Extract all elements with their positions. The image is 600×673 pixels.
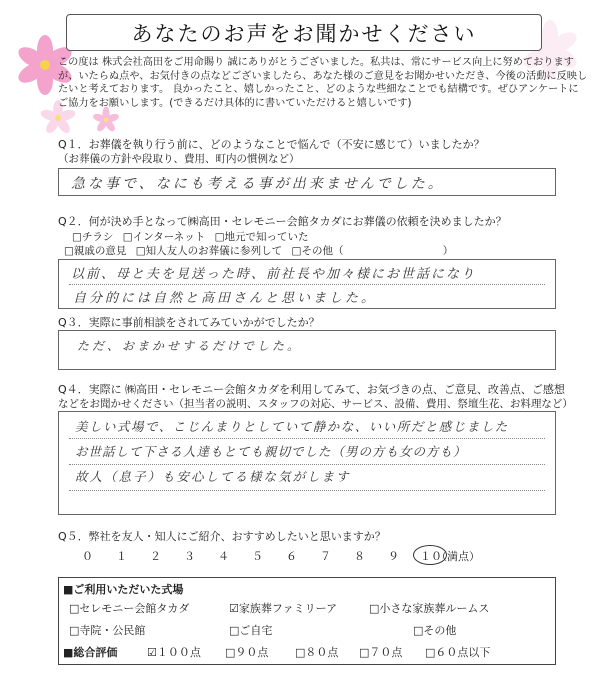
answer-4-line-2: お世話して下さる人達もとても親切でした（男の方も女の方も）: [75, 444, 467, 459]
answer-4-line-3: 故人（息子）も安心してる様な気がします: [75, 469, 351, 484]
page-title: あなたのお声をお聞かせください: [66, 14, 542, 51]
option-other-close: ）: [442, 245, 454, 257]
question-2-options-row-2: [64, 244, 459, 258]
venue-rating-box: [58, 577, 556, 665]
rating-option-60-below[interactable]: □６０点以下: [425, 646, 491, 659]
answer-2-line-2: 自分的には自然と高田さんと思いました。: [73, 291, 378, 306]
recommend-scale: [80, 546, 480, 566]
flower-decoration-tiny: [98, 112, 114, 128]
scale-9[interactable]: ９: [388, 550, 399, 563]
scale-8[interactable]: ８: [354, 550, 365, 563]
question-2: [58, 215, 588, 229]
answer-box-2[interactable]: [58, 259, 556, 309]
venue-heading: ■ご利用いただいた式場: [63, 583, 184, 596]
scale-0[interactable]: ０: [82, 550, 93, 563]
question-1: [58, 138, 588, 166]
answer-box-1[interactable]: [58, 168, 556, 196]
question-4: [58, 383, 598, 411]
option-other[interactable]: □その他（: [291, 245, 344, 257]
scale-suffix: （満点）: [436, 550, 480, 563]
scale-3[interactable]: ３: [184, 550, 195, 563]
rating-option-100[interactable]: ☑１００点: [147, 646, 201, 659]
scale-6[interactable]: ６: [286, 550, 297, 563]
question-1-text: Q１．お葬儀を執り行う前に、どのようなことで悩んで（不安に感じて）いましたか？: [58, 138, 485, 151]
scale-4[interactable]: ４: [218, 550, 229, 563]
rating-option-70[interactable]: □７０点: [359, 646, 403, 659]
option-relatives[interactable]: □親戚の意見: [64, 245, 127, 257]
scale-10[interactable]: １０: [420, 550, 442, 563]
venue-option-temple[interactable]: □寺院・公民館: [69, 624, 146, 637]
answer-4-line-1: 美しい式場で、こじんまりとしていて静かな、いい所だと感じました: [75, 419, 509, 434]
venue-option-family-hall[interactable]: ☑家族葬ファミリーア: [229, 602, 338, 615]
question-3: [58, 316, 588, 330]
question-2-text: Q２．何が決め手となって㈱高田・セレモニー会館タカダにお葬儀の依頼を決めましたか？: [58, 215, 507, 228]
option-flyer[interactable]: □チラシ: [72, 231, 114, 243]
rating-option-90[interactable]: □９０点: [225, 646, 269, 659]
answer-2-line-1: 以前、母と夫を見送った時、前社長や加々様にお世話になり: [71, 267, 477, 282]
answer-3-text: ただ、おまかせするだけでした。: [77, 339, 303, 353]
option-local[interactable]: □地元で知っていた: [214, 231, 309, 243]
scale-1[interactable]: １: [116, 550, 127, 563]
answer-1-text: 急な事で、なにも考える事が出来ませんでした。: [71, 176, 445, 192]
venue-option-home[interactable]: □ご自宅: [229, 624, 273, 637]
venue-option-other[interactable]: □その他: [413, 624, 457, 637]
selected-score-circle: [413, 545, 447, 565]
rating-heading: ■総合評価: [63, 646, 118, 659]
scale-7[interactable]: ７: [320, 550, 331, 563]
question-2-options-row-1: [72, 230, 315, 244]
rating-option-80[interactable]: □８０点: [295, 646, 339, 659]
answer-box-3[interactable]: [58, 330, 556, 370]
option-attended[interactable]: □知人友人のお葬儀に参列して: [135, 245, 283, 257]
question-5: [58, 530, 588, 544]
answer-box-4[interactable]: [58, 411, 556, 515]
venue-option-ceremony-hall[interactable]: □セレモニー会館タカダ: [69, 602, 190, 615]
question-4-text: Q４．実際に ㈱高田・セレモニー会館タカダを利用してみて、お気づきの点、ご意見、改善点、ご感想: [58, 383, 565, 396]
question-3-text: Q３．実際に事前相談をされてみていかがでしたか？: [58, 316, 320, 329]
option-internet[interactable]: □インターネット: [122, 231, 206, 243]
intro-text: この度は 株式会社高田をご用命賜り 誠にありがとうございました。私共は、常にサービス向上に努めておりますが、いたらぬ点や、お気付きの点などございましたら、あなた様のご意見をお聞かせいただき、今後の活動に反映したいと考えております。 良かったこと、嬉しかったこと、どのような些細なことでも結構です。ぜひアンケートにご協力をお願いします。(できるだけ具体的に書いていただけると嬉しいです): [58, 57, 588, 109]
question-5-text: Q５．弊社を友人・知人にご紹介、おすすめしたいと思いますか？: [58, 530, 386, 543]
question-4-sub: などをお聞かせください（担当者の説明、スタッフの対応、サービス、設備、費用、祭壇生花、お料理など）: [58, 398, 573, 410]
scale-2[interactable]: ２: [150, 550, 161, 563]
scale-5[interactable]: ５: [252, 550, 263, 563]
question-1-sub: （お葬儀の方針や段取り、費用、町内の慣例など）: [58, 153, 300, 165]
venue-option-small-room[interactable]: □小さな家族葬ルームス: [369, 602, 490, 615]
